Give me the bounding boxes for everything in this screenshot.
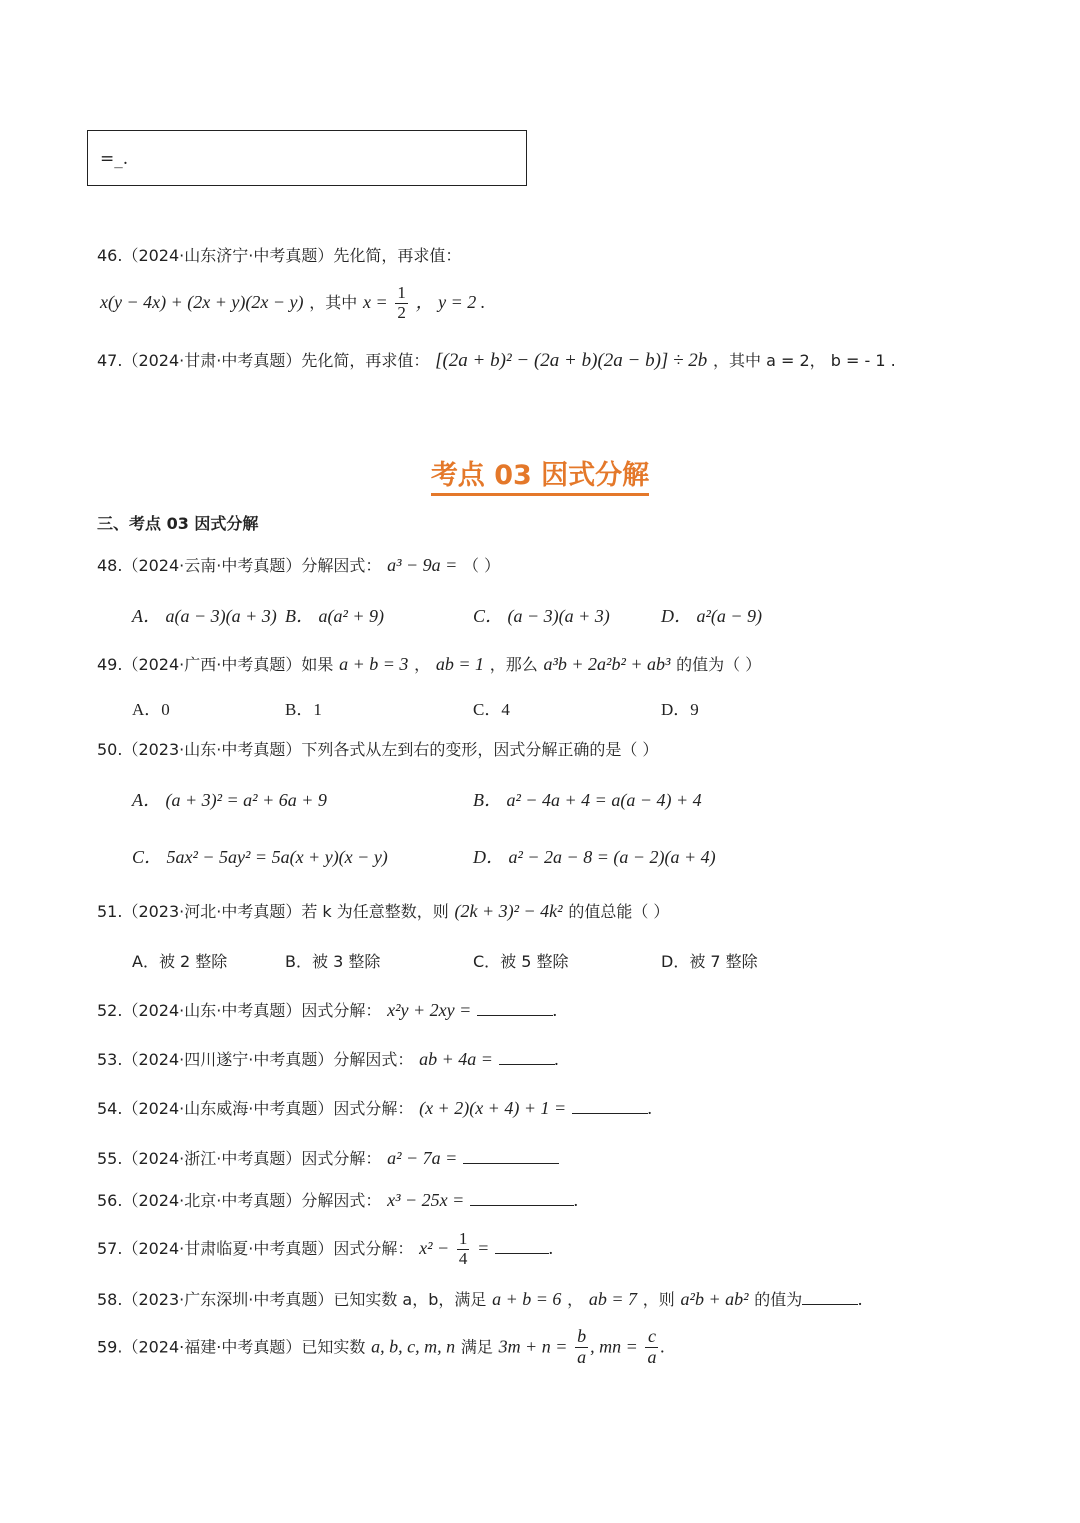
q54-title: 54.（2024·山东威海·中考真题）因式分解：	[97, 1099, 414, 1118]
q51-option-c: C．被 5 整除	[473, 952, 569, 971]
answer-box-text: =_.	[100, 149, 129, 169]
q52-title: 52.（2024·山东·中考真题）因式分解：	[97, 1001, 382, 1020]
q46-fraction: $\frac{1}{2}$	[397, 283, 406, 322]
q59-fraction-1: $\frac{b}{a}$	[577, 1326, 587, 1367]
q58-expr2: ab = 7	[588, 1289, 638, 1309]
q49-option-a: A．0	[132, 700, 170, 719]
q57-end: .	[548, 1238, 554, 1259]
section-title: 考点 03 因式分解	[0, 453, 1080, 492]
question-49	[97, 652, 761, 675]
q59-vars: a, b, c, m, n	[371, 1336, 456, 1357]
q52-end: .	[552, 1000, 558, 1020]
q58-title: 58.（2023·广东深圳·中考真题）已知实数 a，b，满足	[97, 1290, 487, 1309]
section-subtitle: 三、考点 03 因式分解	[97, 514, 259, 533]
answer-box	[87, 130, 527, 186]
q48-title: 48.（2024·云南·中考真题）分解因式：	[97, 556, 382, 575]
q49-expr3: a³b + 2a²b² + ab³	[543, 654, 671, 674]
q48-expression: a³ − 9a =	[387, 555, 458, 575]
q48-option-b: B． a(a² + 9)	[285, 606, 385, 626]
q58-expr3: a²b + ab²	[680, 1289, 749, 1309]
q47-title: 47.（2024·甘肃·中考真题）先化简，再求值：	[97, 351, 430, 370]
question-53	[97, 1047, 559, 1070]
q57-title: 57.（2024·甘肃临夏·中考真题）因式分解：	[97, 1239, 414, 1259]
question-47	[97, 348, 896, 372]
q55-expression: a² − 7a =	[387, 1148, 458, 1168]
q59-expr1: 3m + n =	[498, 1336, 568, 1357]
q55-title: 55.（2024·浙江·中考真题）因式分解：	[97, 1149, 382, 1168]
q46-x-eq: x =	[362, 292, 388, 313]
q58-suffix: 的值为	[754, 1290, 803, 1309]
question-46-body	[100, 284, 485, 322]
q48-option-d: D． a²(a − 9)	[661, 606, 763, 626]
q57-equals: =	[477, 1238, 490, 1259]
question-54	[97, 1096, 652, 1119]
q54-answer-blank[interactable]	[572, 1099, 648, 1114]
q51-suffix: 的值总能（ ）	[568, 902, 670, 921]
q50-option-c: C． 5ax² − 5ay² = 5a(x + y)(x − y)	[132, 847, 388, 867]
q50-option-a: A． (a + 3)² = a² + 6a + 9	[132, 790, 327, 810]
q56-expression: x³ − 25x =	[387, 1190, 465, 1210]
q58-end: .	[858, 1289, 863, 1309]
q49-sep: ，	[414, 655, 431, 674]
q56-end: .	[573, 1190, 579, 1210]
q46-expression: x(y − 4x) + (2x + y)(2x − y)	[100, 292, 304, 313]
question-59	[97, 1327, 665, 1368]
q49-option-d: D．9	[661, 700, 699, 719]
q58-then: ，则	[642, 1290, 675, 1309]
question-55	[97, 1146, 559, 1169]
q47-expression: [(2a + b)² − (2a + b)(2a − b)] ÷ 2b	[435, 350, 708, 371]
q48-answer-paren: （ ）	[463, 556, 501, 575]
question-57	[97, 1230, 553, 1268]
q56-title: 56.（2024·北京·中考真题）分解因式：	[97, 1191, 382, 1210]
question-58	[97, 1287, 863, 1310]
q57-expression: x² −	[419, 1238, 450, 1259]
q50-option-b: B． a² − 4a + 4 = a(a − 4) + 4	[473, 790, 702, 810]
q53-answer-blank[interactable]	[499, 1050, 555, 1065]
q49-suffix: 的值为（ ）	[676, 655, 762, 674]
question-52	[97, 998, 557, 1021]
question-50-title: 50.（2023·山东·中考真题）下列各式从左到右的变形，因式分解正确的是（ ）	[97, 740, 659, 759]
q52-answer-blank[interactable]	[477, 1001, 553, 1016]
q49-option-b: B．1	[285, 700, 322, 719]
q57-fraction: $\frac{1}{4}$	[458, 1229, 468, 1268]
q51-option-b: B．被 3 整除	[285, 952, 381, 971]
question-48	[97, 553, 500, 576]
q51-title: 51.（2023·河北·中考真题）若 k 为任意整数，则	[97, 902, 449, 921]
q46-y-value: ， y = 2 .	[415, 292, 486, 313]
q54-end: .	[647, 1098, 653, 1118]
q50-option-d: D． a² − 2a − 8 = (a − 2)(a + 4)	[473, 847, 716, 867]
q49-title: 49.（2024·广西·中考真题）如果	[97, 655, 334, 674]
q51-option-d: D．被 7 整除	[661, 952, 758, 971]
q49-expr1: a + b = 3	[339, 654, 409, 674]
q59-title: 59.（2024·福建·中考真题）已知实数	[97, 1337, 366, 1357]
q48-option-c: C． (a − 3)(a + 3)	[473, 606, 610, 626]
question-46-title: 46.（2024·山东济宁·中考真题）先化简，再求值：	[97, 246, 462, 265]
q59-fraction-2: $\frac{c}{a}$	[647, 1326, 657, 1367]
q51-option-a: A．被 2 整除	[132, 952, 228, 971]
q52-expression: x²y + 2xy =	[387, 1000, 472, 1020]
q53-expression: ab + 4a =	[419, 1049, 493, 1069]
q55-answer-blank[interactable]	[463, 1149, 559, 1164]
q59-sep: , mn =	[590, 1336, 638, 1357]
q54-expression: (x + 2)(x + 4) + 1 =	[419, 1098, 567, 1118]
q47-condition: ，其中 a = 2， b = - 1 .	[712, 351, 896, 370]
q46-condition: ，其中	[309, 293, 358, 313]
q49-then: ，那么	[489, 655, 538, 674]
q53-end: .	[554, 1049, 560, 1069]
q58-expr1: a + b = 6	[492, 1289, 562, 1309]
q49-option-c: C．4	[473, 700, 510, 719]
q51-expression: (2k + 3)² − 4k²	[454, 901, 563, 921]
q57-answer-blank[interactable]	[495, 1239, 549, 1254]
question-56	[97, 1188, 578, 1211]
q59-end: .	[660, 1336, 665, 1357]
q58-answer-blank[interactable]	[802, 1290, 858, 1305]
q58-sep: ，	[567, 1290, 584, 1309]
q53-title: 53.（2024·四川遂宁·中考真题）分解因式：	[97, 1050, 414, 1069]
question-51	[97, 899, 669, 922]
q59-satisfy: 满足	[460, 1337, 493, 1357]
q56-answer-blank[interactable]	[470, 1191, 574, 1206]
q48-option-a: A． a(a − 3)(a + 3)	[132, 606, 277, 626]
q49-expr2: ab = 1	[435, 654, 485, 674]
